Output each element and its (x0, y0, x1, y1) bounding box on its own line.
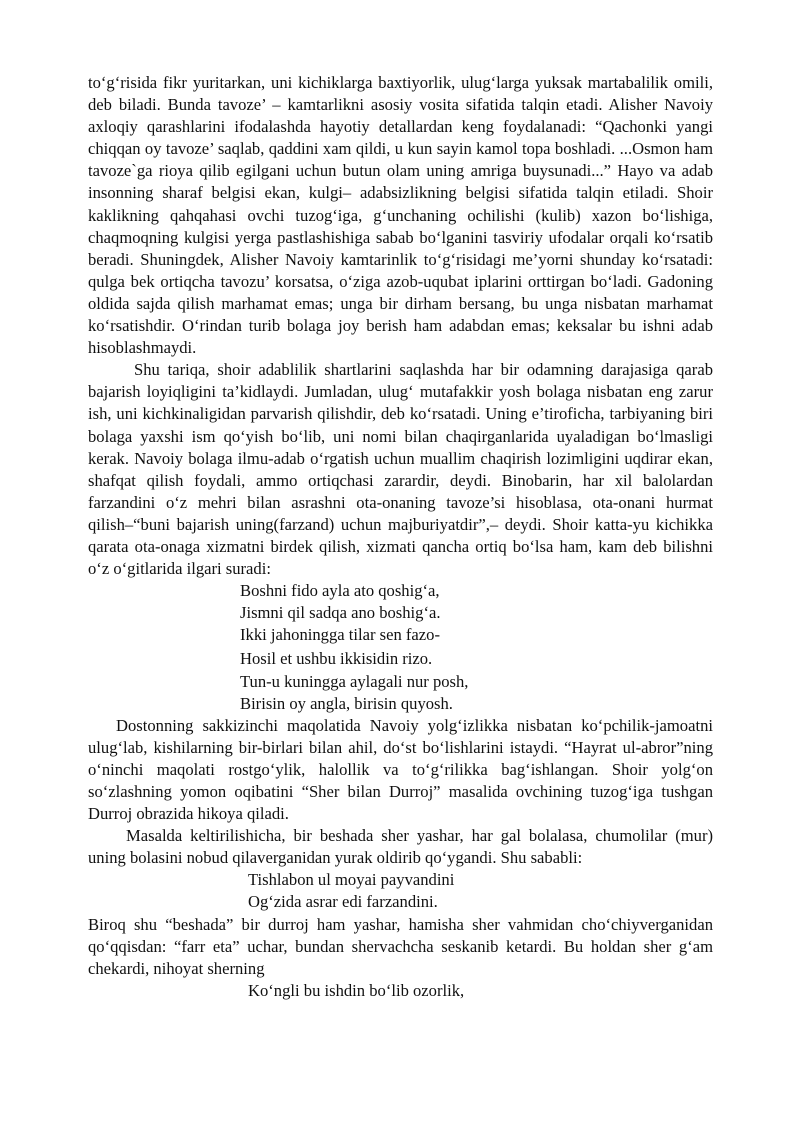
paragraph-3: Dostonning sakkizinchi maqolatida Navoiy yolg‘izlikka nisbatan ko‘pchilik-jamoatni ulug‘lab, kishilarning bir-birlari bilan ahil, do‘st bo‘lishlarini istaydi. “Hayrat ul-abror”ning o‘ninchi maqolati rostgo‘ylik, halollik va to‘g‘rilikka bag‘ishlangan. Shoir yolg‘on so‘zlashning yomon oqibatini “Sher bilan Durroj” masalida ovchining tuzog‘iga tushgan Durroj obrazida hikoya qiladi. (88, 715, 713, 824)
verse-line: Ko‘ngli bu ishdin bo‘lib ozorlik, (248, 980, 465, 1000)
paragraph-1: to‘g‘risida fikr yuritarkan, uni kichiklarga baxtiyorlik, ulug‘larga yuksak martabalilik omili, deb biladi. Bunda tavoze’ – kamtarlikni asosiy vosita sifatida talqin etadi. Alisher Navoiy axloqiy qarashlarini ifodalashda hayotiy detallardan keng foydalanadi: “Qachonki yangi chiqqan oy tavoze’ saqlab, qaddini xam qildi, u kun sayin kamol topa boshladi. ...Osmon ham tavoze`ga rioya qilib egilgani uchun butun olam uning amriga buysunadi...” Hayo va adab insonning sharaf belgisi ekan, kulgi– adabsizlikning belgisi sifatida talqin etiladi. Shoir kaklikning qahqahasi ovchi tuzog‘iga, g‘unchaning ochilishi (kulib) xazon bo‘lishiga, chaqmoqning kulgisi yerga pastlashishiga sabab bo‘lganini tasviriy ufodalar orqali ko‘rsatib beradi. Shuningdek, Alisher Navoiy kamtarinlik to‘g‘risidagi me’yorni shunday ko‘rsatadi: qulga bek ortiqcha tavozu’ korsatsa, o‘ziga azob-uqubat iplarini orttirgan bo‘ladi. Gadoning oldida sajda qilish marhamat emas; unga bir dirham bersang, bu unga nisbatan marhamat ko‘rsatishdir. O‘rindan turib bolaga joy berish ham adabdan emas; keksalar bu ishni adab hisoblashmaydi. (88, 73, 713, 358)
verse-block-3 (88, 980, 713, 1002)
verse-line: Birisin oy angla, birisin quyosh. (240, 693, 453, 713)
document-page (88, 72, 713, 1002)
verse-line: Og‘zida asrar edi farzandini. (248, 892, 438, 912)
paragraph-2: Shu tariqa, shoir adablilik shartlarini saqlashda har bir odamning darajasiga qarab bajarish loyiqligini ta’kidlaydi. Jumladan, ulug‘ mutafakkir yosh bolaga nisbatan eng zarur ish, uni kichkinaligidan parvarish qilishdir, deb ko‘rsatadi. Uning e’tiroficha, tarbiyaning biri bolaga yaxshi ism qo‘yish bo‘lib, uni nomi bilan chaqirganlarida uyaladigan bo‘lmasligi kerak. Navoiy bolaga ilmu-adab o‘rgatish uchun muallim chaqirish lozimligini uqdirar ekan, shafqat qilish foydali, ammo ortiqchasi zarardir, deydi. Binobarin, har xil balolardan farzandini o‘z mehri bilan asrashni ota-onaning tavoze’si hisoblasa, ota-onani hurmat qilish–“buni bajarish uning(farzand) uchun majburiyatdir”,– deydi. Shoir katta-yu kichikka qarata ota-onaga xizmatni birdek qilish, xizmati qancha ortiq bo‘lsa ham, kam deb bilishni o‘z o‘gitlarida ilgari suradi: (88, 360, 713, 579)
verse-line: Ikki jahoningga tilar sen fazo- (240, 625, 440, 645)
verse-line: Tishlabon ul moyai payvandini (248, 870, 455, 890)
paragraph-4: Masalda keltirilishicha, bir beshada sher yashar, har gal bolalasa, chumolilar (mur) uning bolasini nobud qilaverganidan yurak oldirib qo‘ygandi. Shu sababli: (88, 826, 713, 868)
verse-line: Hosil et ushbu ikkisidin rizo. (240, 649, 433, 669)
paragraph-5: Biroq shu “beshada” bir durroj ham yashar, hamisha sher vahmidan cho‘chiyverganidan qo‘qqisdan: “farr eta” uchar, bundan shervachcha seskanib ketardi. Bu holdan sher g‘am chekardi, nihoyat sherning (88, 914, 713, 978)
verse-line: Tun-u kuningga aylagali nur posh, (240, 671, 469, 691)
verse-line: Jismni qil sadqa ano boshig‘a. (240, 603, 441, 623)
verse-line: Boshni fido ayla ato qoshig‘a, (240, 581, 440, 601)
verse-block-1 (88, 580, 713, 715)
verse-block-2 (88, 869, 713, 913)
